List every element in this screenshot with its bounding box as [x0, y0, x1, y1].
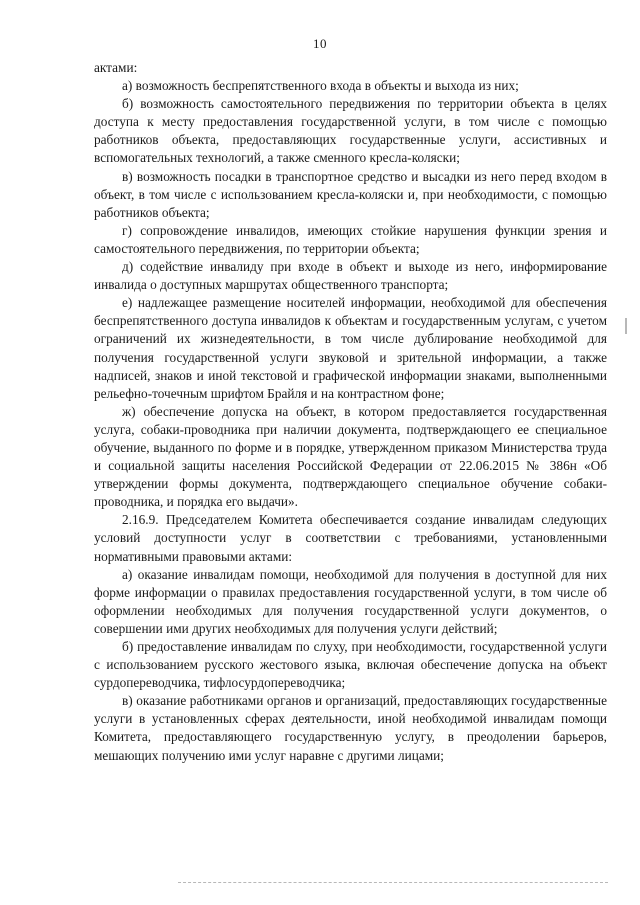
paragraph-item-e: е) надлежащее размещение носителей информации, необходимой для обеспечения беспрепятственного доступа инвалидов к объектам и государственным услугам, с учетом ограничений их жизнедеятельности, в том числе дублирование необходимой для получения государственной услуги звуковой и зрительной информации, а также надписей, знаков и иной текстовой и графической информации знаками, выполненными рельефно-точечным шрифтом Брайля и на контрастном фоне; [94, 295, 607, 401]
scan-margin-mark [625, 318, 627, 334]
paragraph-item-v: в) возможность посадки в транспортное средство и высадки из него перед входом в объект, в том числе с использованием кресла-коляски и, при необходимости, с помощью работников объекта; [94, 168, 607, 220]
paragraph-item-zh: ж) обеспечение допуска на объект, в котором предоставляется государственная услуга, собаки-проводника при наличии документа, подтверждающего ее специальное обучение, выданного по форме и в порядке, утвержденном приказом Министерства труда и социальной защиты населения Российской Федерации от 22.06.2015 № 386н «Об утверждении формы документа, подтверждающего специальное обучение собаки-проводника, и порядка его выдачи». [94, 403, 607, 510]
paragraph-intro: актами: [94, 60, 138, 75]
paragraph-section-2-16-9: 2.16.9. Председателем Комитета обеспечивается создание инвалидам следующих условий доступности услуг в соответствии с требованиями, установленными нормативными правовыми актами: [94, 512, 607, 564]
page-number: 10 [313, 36, 327, 51]
paragraph-2-16-9-item-v: в) оказание работниками органов и организаций, предоставляющих государственные услуги в установленных сферах деятельности, иной необходимой инвалидам помощи Комитета, предоставляющего государственную услугу, в преодолении барьеров, мешающих получению ими услуг наравне с другими лицами; [94, 693, 607, 763]
paragraph-item-g: г) сопровождение инвалидов, имеющих стойкие нарушения функции зрения и самостоятельного передвижения, по территории объекта; [94, 222, 607, 256]
paragraph-2-16-9-item-b: б) предоставление инвалидам по слуху, при необходимости, государственной услуги с использованием русского жестового языка, включая обеспечение допуска на объект сурдопереводчика, тифлосурдопереводчика; [94, 639, 607, 691]
paragraph-2-16-9-item-a: а) оказание инвалидам помощи, необходимой для получения в доступной для них форме информации о правилах предоставления государственной услуги, в том числе об оформлении необходимых для получения государственной услуги документов, о совершении ими других необходимых для получения услуги действий; [94, 566, 607, 636]
document-body [94, 59, 607, 765]
paragraph-item-d: д) содействие инвалиду при входе в объект и выходе из него, информирование инвалида о доступных маршрутах общественного транспорта; [94, 259, 607, 293]
paragraph-item-a: а) возможность беспрепятственного входа в объекты и выхода из них; [122, 78, 519, 94]
paragraph-item-b: б) возможность самостоятельного передвижения по территории объекта в целях доступа к месту предоставления государственной услуги, в том числе с помощью работников объекта, предоставляющих государственные услуги, ассистивных и вспомогательных технологий, а также сменного кресла-коляски; [94, 96, 607, 166]
scan-bottom-line [178, 882, 608, 883]
